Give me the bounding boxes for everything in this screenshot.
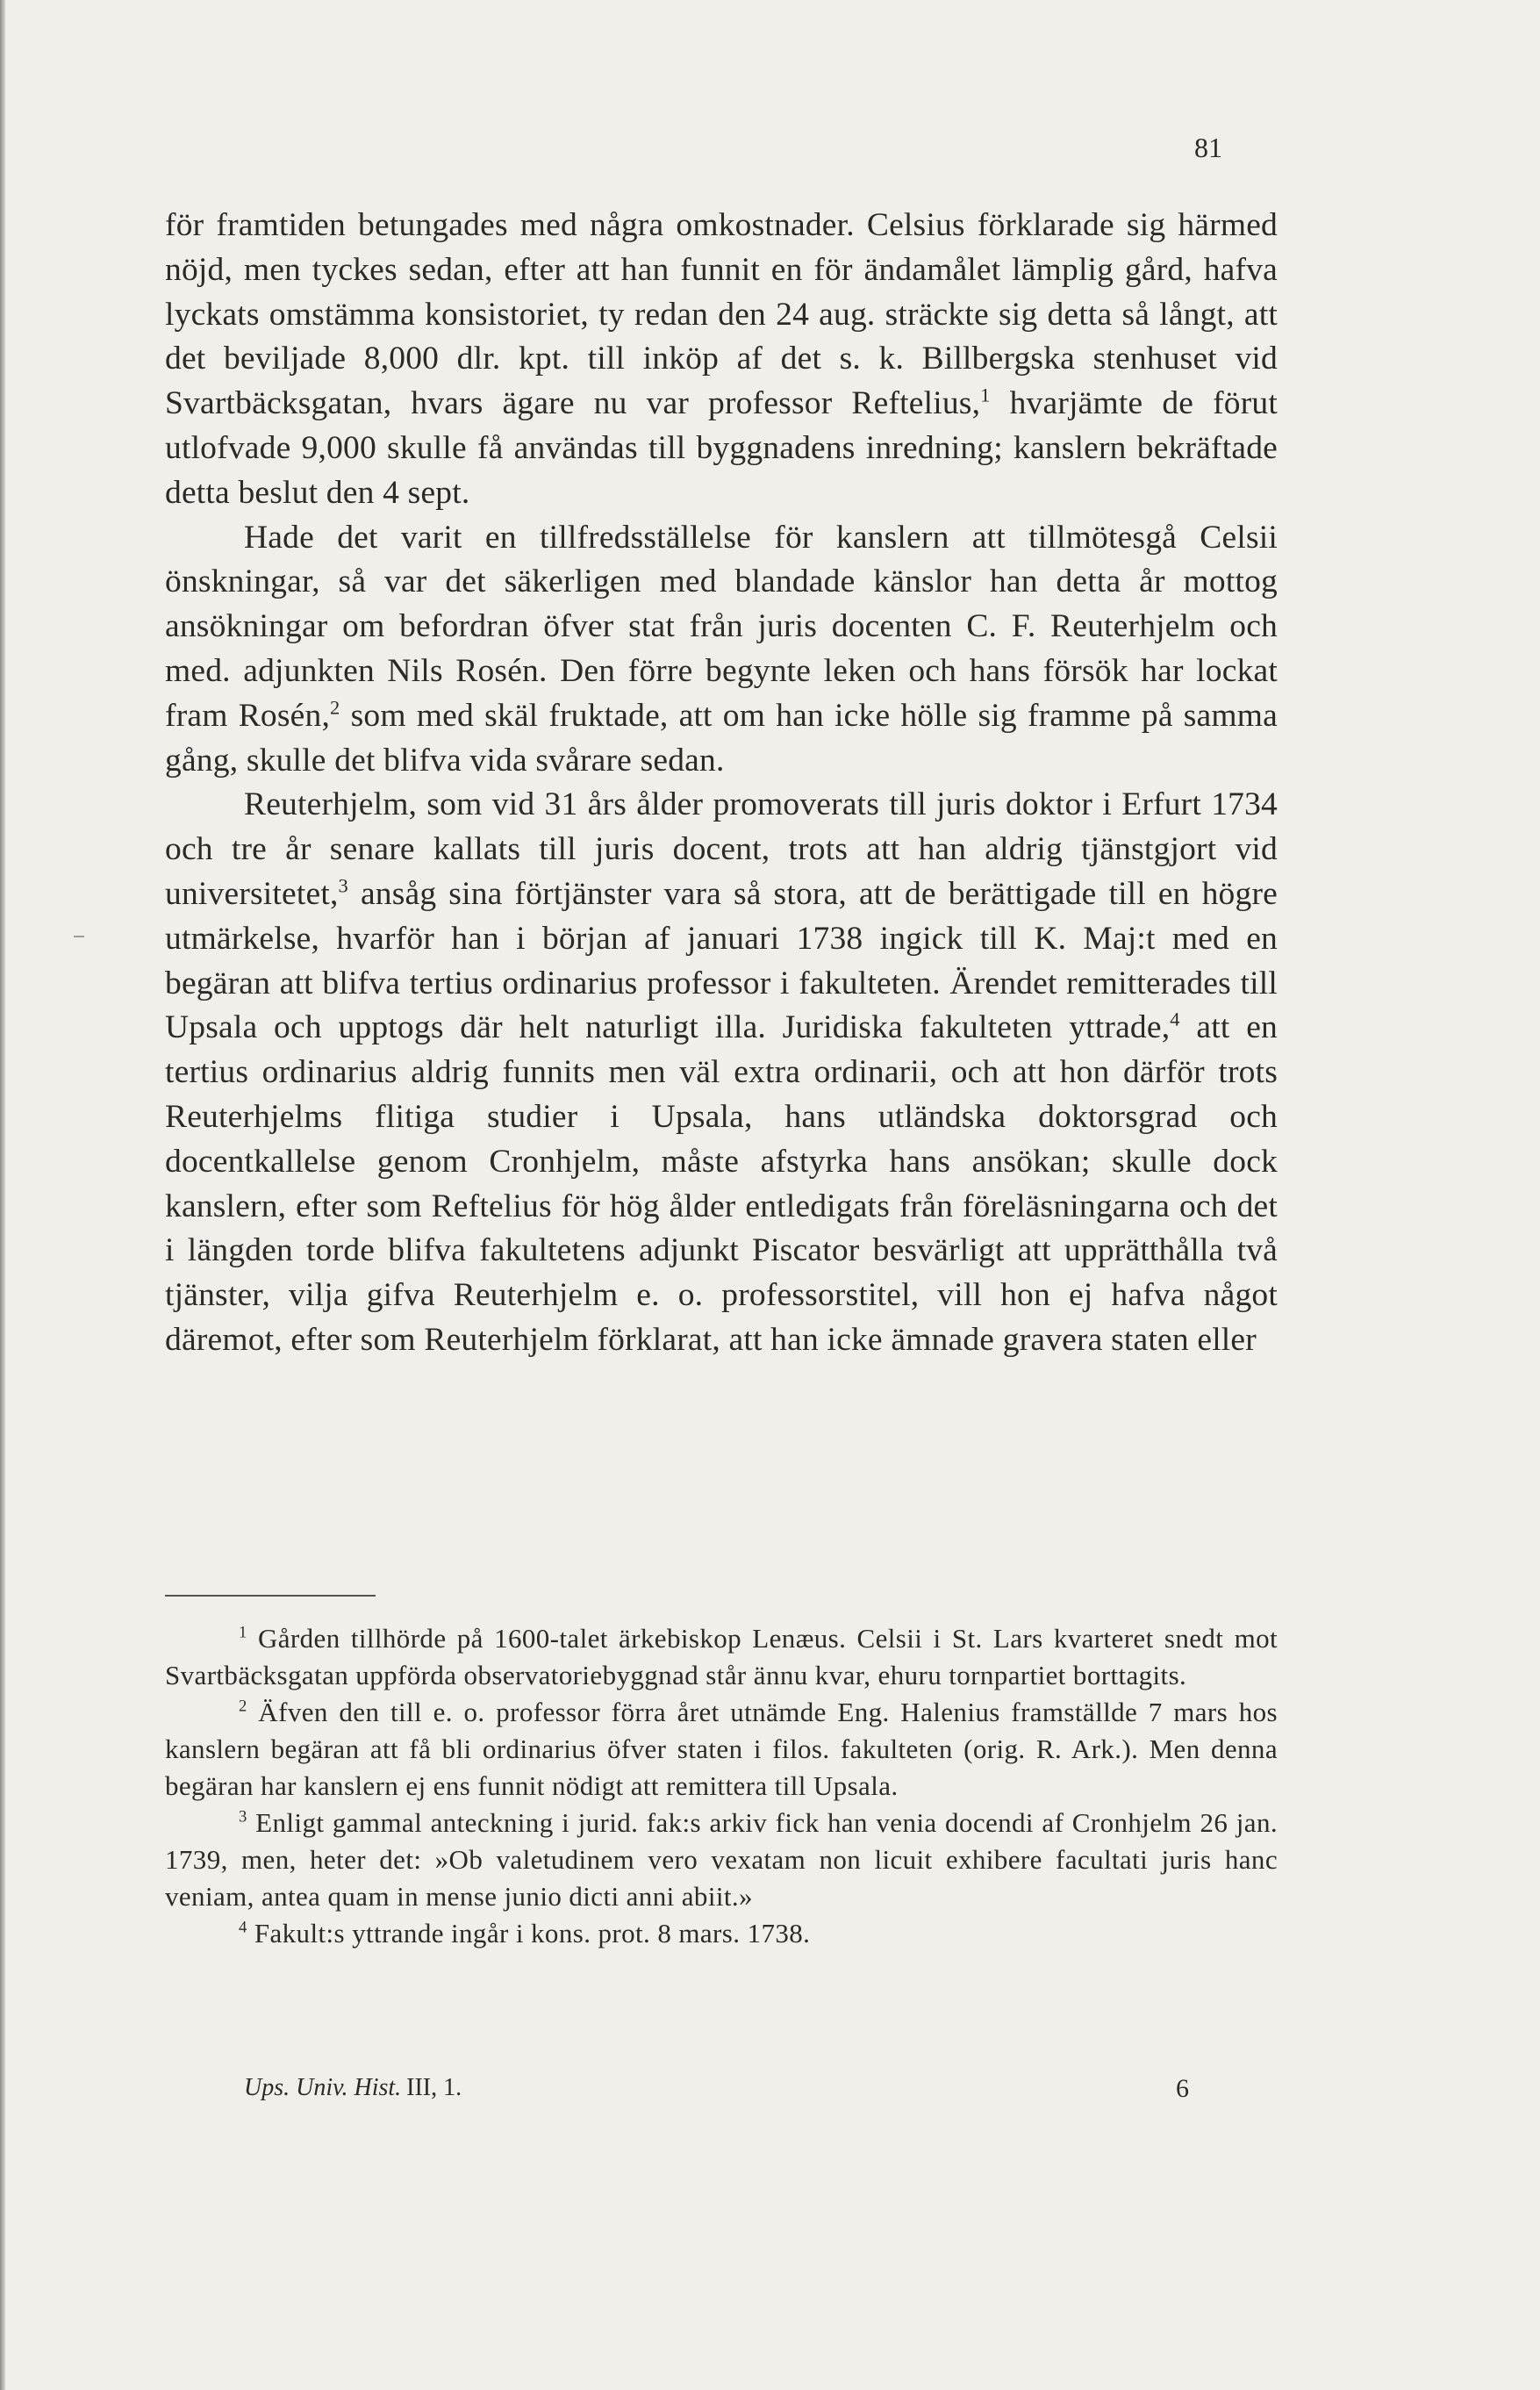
signature-title: Ups. Univ. Hist. (244, 2074, 402, 2101)
sheet-number: 6 (1176, 2074, 1189, 2103)
footnote-marker: 1 (239, 1623, 247, 1642)
paragraph-text: ansåg sina förtjänster vara så stora, att de berättigade till en högre utmärkelse, hvarför han i början af januari 1738 ingick till K. Maj:t med en begäran att blifva tertius ordinarius professor i fakulteten. Ärendet remitterades till Upsala och upptogs där helt naturligt illa. Juridiska fakulteten yttrade, (165, 875, 1278, 1046)
paragraph-text: hvarjämte de förut utlofvade 9,000 skulle få användas till byggnadens inredning; kanslern bekräftade detta beslut den 4 sept. (165, 385, 1278, 511)
footnote-reference: 2 (330, 696, 340, 719)
printer-signature (244, 2071, 462, 2106)
footnote-reference: 3 (338, 874, 348, 897)
signature-volume: III, 1. (406, 2074, 462, 2101)
footnote-2 (165, 1694, 1278, 1805)
footnote-4 (165, 1915, 1278, 1952)
margin-mark (74, 936, 84, 937)
footnote-text: Fakult:s yttrande ingår i kons. prot. 8 mars. 1738. (247, 1918, 811, 1949)
footnote-reference: 1 (980, 384, 991, 406)
footnote-text: Äfven den till e. o. professor förra året utnämde Eng. Halenius framställde 7 mars hos kanslern begäran att få bli ordinarius öfver staten i filos. fakulteten (orig. R. Ark.). Men denna begäran har kanslern ej ens funnit nödigt att remittera till Upsala. (165, 1697, 1278, 1801)
footnote-divider (165, 1595, 376, 1597)
footnote-marker: 2 (239, 1697, 247, 1716)
footnote-text: Enligt gammal anteckning i jurid. fak:s arkiv fick han venia docendi af Cronhjelm 26 jan. 1739, men, heter det: »Ob valetudinem vero vexatam non licuit exhibere facultati juris hanc veniam, antea quam in mense junio dicti anni abiit.» (165, 1807, 1278, 1912)
footnotes (165, 1620, 1278, 1952)
paragraph-text: Hade det varit en tillfredsställelse för kanslern att tillmötesgå Celsii önskningar, så var det säkerligen med blandade känslor han detta år mottog ansökningar om befordran öfver stat från juris docenten C. F. Reuterhjelm och med. adjunkten Nils Rosén. Den förre begynte leken och hans försök har lockat fram Rosén, (165, 519, 1278, 734)
paragraph-text: att en tertius ordinarius aldrig funnits men väl extra ordinarii, och att hon därför trots Reuterhjelms flitiga studier i Upsala, hans utländska doktorsgrad och docentkallelse genom Cronhjelm, måste afstyrka hans ansökan; skulle dock kanslern, efter som Reftelius för hög ålder entledigats från föreläsningarna och det i längden torde blifva fakultetens adjunkt Piscator besvärligt att upprätthålla två tjänster, vilja gifva Reuterhjelm e. o. professorstitel, vill hon ej hafva något däremot, efter som Reuterhjelm förklarat, att han icke ämnade gravera staten eller (165, 1009, 1278, 1358)
footnote-marker: 4 (239, 1918, 247, 1937)
paragraph-2 (165, 516, 1278, 784)
paragraph-text: Reuterhjelm, som vid 31 års ålder promoverats till juris doktor i Erfurt 1734 och tre år senare kallats till juris docent, trots att han aldrig tjänstgjort vid universitetet, (165, 786, 1278, 912)
main-text (165, 204, 1278, 1363)
page-edge (0, 0, 5, 2390)
footnote-text: Gården tillhörde på 1600-talet ärkebiskop Lenæus. Celsii i St. Lars kvarteret snedt mot Svartbäcksgatan uppförda observatoriebyggnad står ännu kvar, ehuru tornpartiet borttagits. (165, 1623, 1278, 1690)
paragraph-text: som med skäl fruktade, att om han icke hölle sig framme på samma gång, skulle det blifva vida svårare sedan. (165, 697, 1278, 779)
footnote-marker: 3 (239, 1807, 247, 1827)
page-number: 81 (1194, 132, 1222, 163)
paragraph-3 (165, 783, 1278, 1362)
footnote-1 (165, 1620, 1278, 1694)
paragraph-1 (165, 204, 1278, 516)
paragraph-text: för framtiden betungades med några omkostnader. Celsius förklarade sig härmed nöjd, men tyckes sedan, efter att han funnit en för ändamålet lämplig gård, hafva lyckats omstämma konsistoriet, ty redan den 24 aug. sträckte sig detta så långt, att det beviljade 8,000 dlr. kpt. till inköp af det s. k. Billbergska stenhuset vid Svartbäcksgatan, hvars ägare nu var professor Reftelius, (165, 207, 1278, 422)
footnote-reference: 4 (1170, 1008, 1180, 1030)
footnote-3 (165, 1805, 1278, 1915)
